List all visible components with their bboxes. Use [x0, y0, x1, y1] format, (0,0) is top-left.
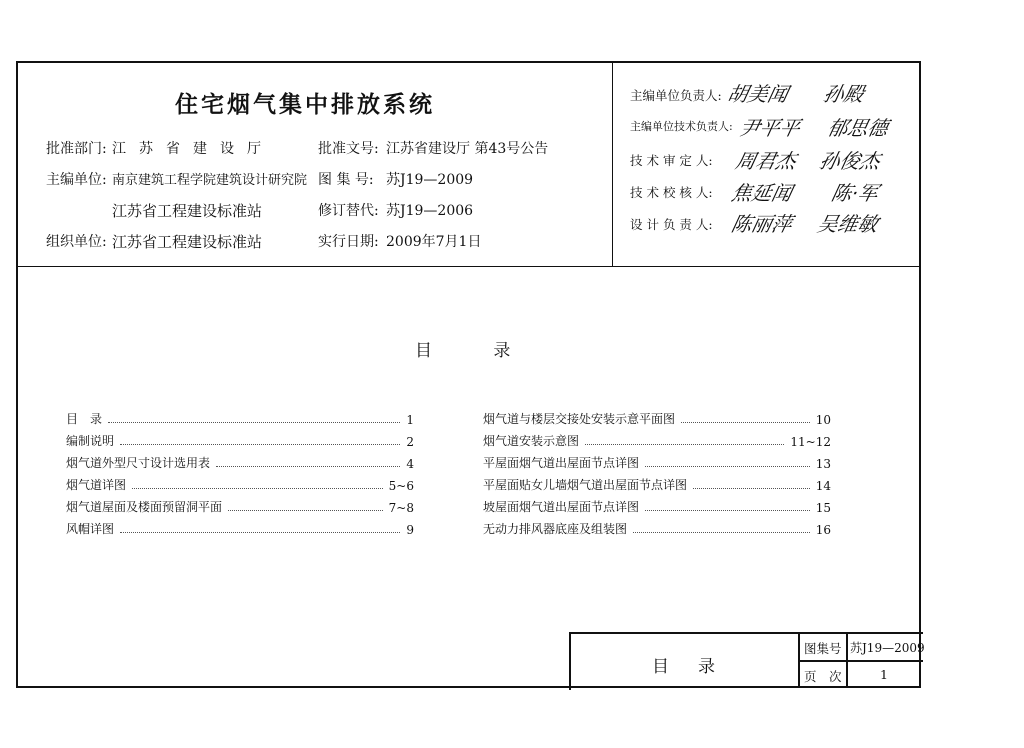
signature-2a: 尹平平 — [737, 116, 803, 140]
signature-divider — [612, 61, 613, 267]
atlas-number-value: 苏J19—2009 — [386, 172, 474, 188]
revision-value: 苏J19—2006 — [386, 203, 474, 219]
toc-leader — [693, 488, 810, 489]
effective-date-label: 实行日期: — [318, 234, 379, 250]
sig-label-chief-editor: 主编单位负责人: — [630, 88, 722, 103]
toc-leader — [681, 422, 810, 423]
toc-entry[interactable] — [66, 409, 414, 427]
editor-unit-value-2: 江苏省工程建设标准站 — [112, 202, 263, 220]
toc-leader — [585, 444, 784, 445]
toc-leader — [645, 510, 810, 511]
title-block-divider — [798, 660, 923, 662]
toc-entry-title: 烟气道详图 — [66, 478, 127, 492]
toc-entry-page: 15 — [815, 501, 831, 515]
signature-5a: 陈丽萍 — [729, 212, 795, 236]
sig-label-reviewer: 技 术 审 定 人: — [630, 153, 713, 168]
toc-entry-page: 7~8 — [388, 501, 414, 515]
toc-entry-title: 风帽详图 — [66, 522, 115, 536]
toc-entry-title: 坡屋面烟气道出屋面节点详图 — [483, 500, 640, 514]
toc-entry-page: 16 — [815, 523, 831, 537]
toc-leader — [216, 466, 400, 467]
page-label: 页 次 — [804, 669, 842, 684]
toc-entry-title: 平屋面贴女儿墙烟气道出屋面节点详图 — [483, 478, 688, 492]
page-value: 1 — [880, 667, 888, 682]
revision-label: 修订替代: — [318, 203, 379, 219]
editor-unit-label: 主编单位: — [46, 172, 107, 188]
approval-doc-value: 江苏省建设厅 第43号公告 — [386, 141, 549, 157]
signature-1a: 胡美闻 — [725, 82, 791, 106]
document-title: 住宅烟气集中排放系统 — [175, 92, 435, 118]
toc-entry[interactable] — [66, 519, 414, 537]
toc-entry[interactable] — [66, 497, 414, 515]
toc-entry-title: 烟气道屋面及楼面预留洞平面 — [66, 500, 223, 514]
approval-dept-value: 江苏省建设厅 — [112, 141, 274, 157]
toc-leader — [228, 510, 383, 511]
toc-entry-title: 烟气道与楼层交接处安装示意平面图 — [483, 412, 676, 426]
toc-leader — [120, 532, 400, 533]
sig-label-tech-chief: 主编单位技术负责人: — [630, 120, 733, 133]
toc-leader — [645, 466, 810, 467]
toc-entry[interactable] — [483, 453, 831, 471]
signature-3a: 周君杰 — [733, 149, 799, 173]
toc-leader — [120, 444, 400, 445]
toc-entry-title: 编制说明 — [66, 434, 115, 448]
editor-unit-value: 南京建筑工程学院建筑设计研究院 — [112, 173, 308, 188]
signature-4b: 陈·军 — [829, 181, 881, 205]
toc-entry-page: 10 — [815, 413, 831, 427]
sig-label-designer: 设 计 负 责 人: — [630, 217, 713, 232]
toc-leader — [132, 488, 383, 489]
toc-entry[interactable] — [483, 475, 831, 493]
effective-date-value: 2009年7月1日 — [386, 234, 482, 250]
toc-entry[interactable] — [66, 453, 414, 471]
title-block-name: 目 录 — [652, 657, 721, 677]
atlas-label: 图集号 — [804, 641, 842, 656]
atlas-value: 苏J19—2009 — [850, 641, 925, 655]
toc-entry-page: 13 — [815, 457, 831, 471]
atlas-number-label: 图 集 号: — [318, 172, 374, 188]
toc-heading: 目 录 — [415, 341, 539, 361]
toc-leader — [108, 422, 400, 423]
toc-entry-title: 无动力排风器底座及组装图 — [483, 522, 628, 536]
toc-entry-page: 1 — [406, 413, 414, 427]
toc-entry-title: 平屋面烟气道出屋面节点详图 — [483, 456, 640, 470]
toc-entry-title: 烟气道安装示意图 — [483, 434, 580, 448]
signature-2b: 郁思德 — [825, 116, 891, 140]
signature-5b: 吴维敏 — [815, 212, 881, 236]
toc-entry-title: 烟气道外型尺寸设计选用表 — [66, 456, 211, 470]
toc-entry-page: 9 — [406, 523, 414, 537]
sig-label-checker: 技 术 校 核 人: — [630, 185, 713, 200]
toc-entry[interactable] — [483, 497, 831, 515]
header-divider — [16, 266, 921, 267]
toc-entry[interactable] — [66, 431, 414, 449]
signature-4a: 焦延闻 — [729, 181, 795, 205]
toc-entry-title: 目 录 — [66, 412, 103, 426]
toc-entry-page: 14 — [815, 479, 831, 493]
toc-entry-page: 11~12 — [790, 435, 831, 449]
toc-leader — [633, 532, 810, 533]
toc-entry-page: 5~6 — [388, 479, 414, 493]
toc-entry[interactable] — [483, 409, 831, 427]
toc-entry-page: 4 — [406, 457, 414, 471]
signature-3b: 孙俊杰 — [817, 149, 883, 173]
toc-entry[interactable] — [483, 431, 831, 449]
toc-entry[interactable] — [66, 475, 414, 493]
signature-1b: 孙殿 — [821, 82, 867, 106]
approval-doc-label: 批准文号: — [318, 141, 379, 157]
organizer-label: 组织单位: — [46, 234, 107, 250]
toc-entry-page: 2 — [406, 435, 414, 449]
approval-dept-label: 批准部门: — [46, 141, 107, 157]
toc-entry[interactable] — [483, 519, 831, 537]
organizer-value: 江苏省工程建设标准站 — [112, 233, 263, 251]
